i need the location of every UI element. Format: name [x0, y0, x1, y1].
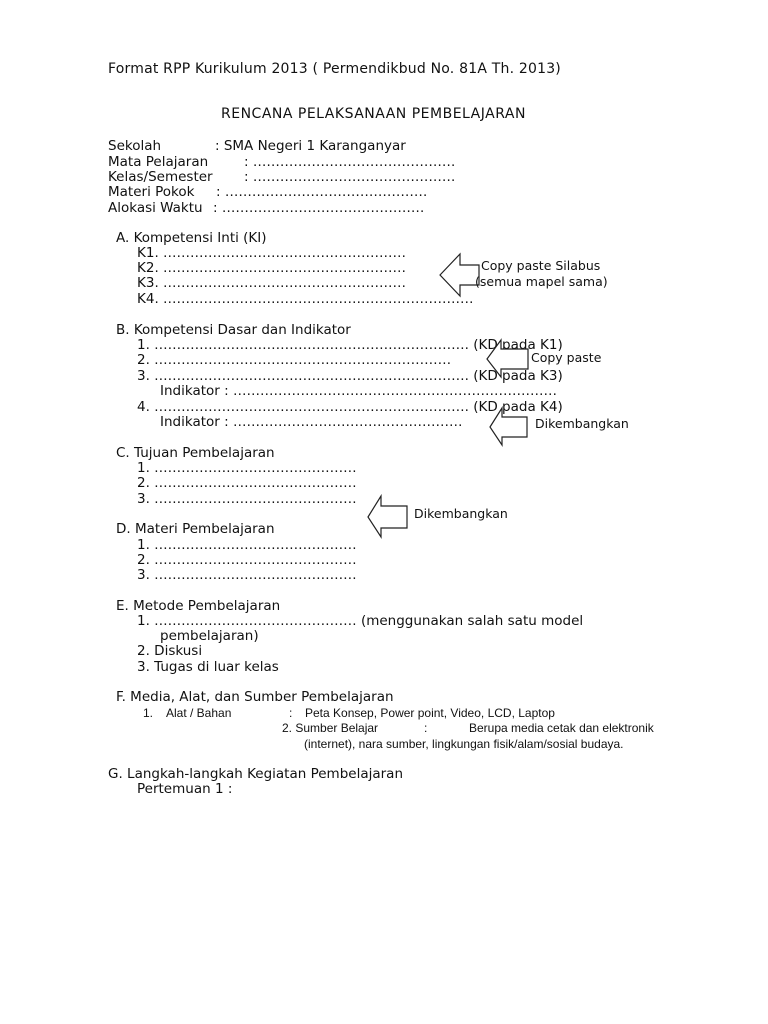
section-e-heading: E. Metode Pembelajaran — [116, 598, 281, 614]
identity-value-kelas: : ……………………………………… — [244, 169, 456, 185]
section-f-item1-colon: : — [289, 706, 293, 720]
section-c-line-3: 3. ……………………………………… — [137, 491, 357, 507]
section-f-item2-value-cont: (internet), nara sumber, lingkungan fisik/alam/sosial budaya. — [304, 737, 624, 751]
page-title: RENCANA PELAKSANAAN PEMBELAJARAN — [221, 106, 526, 122]
section-g-subheading: Pertemuan 1 : — [137, 781, 233, 797]
section-f-item1-number: 1. — [143, 706, 154, 720]
section-f-item2-label: 2. Sumber Belajar — [282, 721, 379, 735]
section-a-k1: K1. ……………………………………………… — [137, 245, 407, 261]
identity-label-waktu: Alokasi Waktu — [108, 200, 203, 216]
identity-value-waktu: : ……………………………………… — [213, 200, 425, 216]
section-b-indikator-3: Indikator : ……………………………………………………………… — [160, 383, 557, 399]
section-a-k3: K3. ……………………………………………… — [137, 275, 407, 291]
identity-label-mapel: Mata Pelajaran — [108, 154, 209, 170]
left-arrow-icon — [487, 340, 529, 378]
section-g-heading: G. Langkah-langkah Kegiatan Pembelajaran — [108, 766, 404, 782]
identity-label-materi: Materi Pokok — [108, 184, 195, 200]
section-c-line-2: 2. ……………………………………… — [137, 475, 357, 491]
section-e-line-3: 3. Tugas di luar kelas — [137, 659, 279, 675]
section-f-item1-value: Peta Konsep, Power point, Video, LCD, Laptop — [305, 706, 555, 720]
section-b-line-3: 3. ……………………………………………………………. (KD pada K3) — [137, 368, 563, 384]
section-a-k4: K4. …………………………………………………………… — [137, 291, 474, 307]
section-b-line-2: 2. ………………………………………………………… — [137, 352, 452, 368]
section-b-line-4: 4. ……………………………………………………………. (KD pada K4) — [137, 399, 563, 415]
section-a-k2: K2. ……………………………………………… — [137, 260, 407, 276]
section-b-indikator-4: Indikator : …………………………………………… — [160, 414, 463, 430]
callout-copy-silabus: Copy paste Silabus — [481, 258, 601, 273]
left-arrow-icon — [440, 253, 480, 297]
callout-semua-mapel: (semua mapel sama) — [475, 274, 608, 289]
section-e-line-1-cont: pembelajaran) — [160, 628, 259, 644]
section-d-line-2: 2. ……………………………………… — [137, 552, 357, 568]
section-d-line-1: 1. ……………………………………… — [137, 537, 357, 553]
section-a-heading: A. Kompetensi Inti (KI) — [116, 230, 267, 246]
section-c-line-1: 1. ……………………………………… — [137, 460, 357, 476]
identity-value-sekolah: : SMA Negeri 1 Karanganyar — [215, 138, 406, 154]
section-d-line-3: 3. ……………………………………… — [137, 567, 357, 583]
callout-copy-paste: Copy paste — [531, 350, 602, 365]
section-b-line-1: 1. ……………………………………………………………. (KD pada K1) — [137, 337, 563, 353]
identity-value-materi: : ……………………………………… — [216, 184, 428, 200]
left-arrow-icon — [490, 408, 528, 446]
section-e-line-1: 1. ……………………………………… (menggunakan salah satu model — [137, 613, 584, 629]
section-f-item2-colon: : — [424, 721, 428, 735]
section-b-heading: B. Kompetensi Dasar dan Indikator — [116, 322, 351, 338]
identity-label-sekolah: Sekolah — [108, 138, 162, 154]
callout-dikembangkan-tujuan: Dikembangkan — [414, 506, 508, 521]
left-arrow-icon — [368, 496, 408, 538]
section-f-item2-value: Berupa media cetak dan elektronik — [469, 721, 654, 735]
format-line: Format RPP Kurikulum 2013 ( Permendikbud No. 81A Th. 2013) — [108, 61, 561, 77]
section-f-heading: F. Media, Alat, dan Sumber Pembelajaran — [116, 689, 394, 705]
section-c-heading: C. Tujuan Pembelajaran — [116, 445, 275, 461]
identity-value-mapel: : ……………………………………… — [244, 154, 456, 170]
section-f-item1-label: Alat / Bahan — [166, 706, 232, 720]
identity-label-kelas: Kelas/Semester — [108, 169, 213, 185]
section-e-line-2: 2. Diskusi — [137, 643, 203, 659]
section-d-heading: D. Materi Pembelajaran — [116, 521, 275, 537]
callout-dikembangkan-kd: Dikembangkan — [535, 416, 629, 431]
